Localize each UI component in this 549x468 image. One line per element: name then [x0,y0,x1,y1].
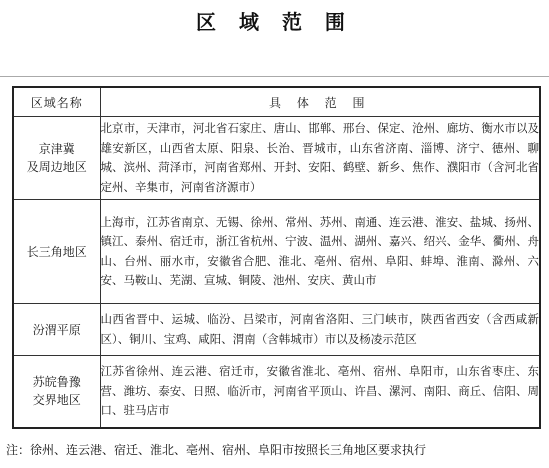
table-row [13,200,540,304]
region-name: 京津冀 及周边地区 [26,142,87,174]
region-name: 汾渭平原 [32,322,81,337]
table-row [13,356,540,428]
region-range-cell: 上海市，江苏省南京、无锡、徐州、常州、苏州、南通、连云港、淮安、盐城、扬州、镇江、泰州、宿迁市，浙江省杭州、宁波、温州、湖州、嘉兴、绍兴、金华、衢州、舟山、台州、丽水市，安徽省合肥、淮北、亳州、宿州、阜阳、蚌埠、淮南、滁州、六安、马鞍山、芜湖、宣城、铜陵、池州、安庆、黄山市 [100,200,540,304]
region-name-cell [13,304,100,356]
table-row [13,304,540,356]
region-range-cell: 山西省晋中、运城、临汾、吕梁市，河南省洛阳、三门峡市，陕西省西安（含西咸新区）、铜川、宝鸡、咸阳、渭南（含韩城市）市以及杨凌示范区 [100,304,540,356]
region-table [12,86,541,429]
region-name: 苏皖鲁豫 交界地区 [32,375,81,408]
table-header-row [13,87,540,117]
table-row [13,117,540,200]
region-name-cell [13,117,100,200]
page-title: 区 域 范 围 [196,10,353,34]
divider [0,76,549,77]
region-name-cell [13,356,100,428]
footnote: 注：徐州、连云港、宿迁、淮北、亳州、宿州、阜阳市按照长三角地区要求执行 [6,443,427,457]
region-name: 长三角地区 [26,244,87,259]
header-region-name: 区域名称 [13,87,100,117]
region-name-cell [13,200,100,304]
region-range-cell: 江苏省徐州、连云港、宿迁市，安徽省淮北、亳州、宿州、阜阳市，山东省枣庄、东营、潍坊、泰安、日照、临沂市，河南省平顶山、许昌、漯河、南阳、商丘、信阳、周口、驻马店市 [100,356,540,428]
header-range: 具 体 范 围 [100,87,540,117]
region-range-cell: 北京市，天津市，河北省石家庄、唐山、邯郸、邢台、保定、沧州、廊坊、衡水市以及雄安新区，山西省太原、阳泉、长治、晋城市，山东省济南、淄博、济宁、德州、聊城、滨州、菏泽市，河南省郑州、开封、安阳、鹤壁、新乡、焦作、濮阳市（含河北省定州、辛集市，河南省济源市） [100,117,540,200]
